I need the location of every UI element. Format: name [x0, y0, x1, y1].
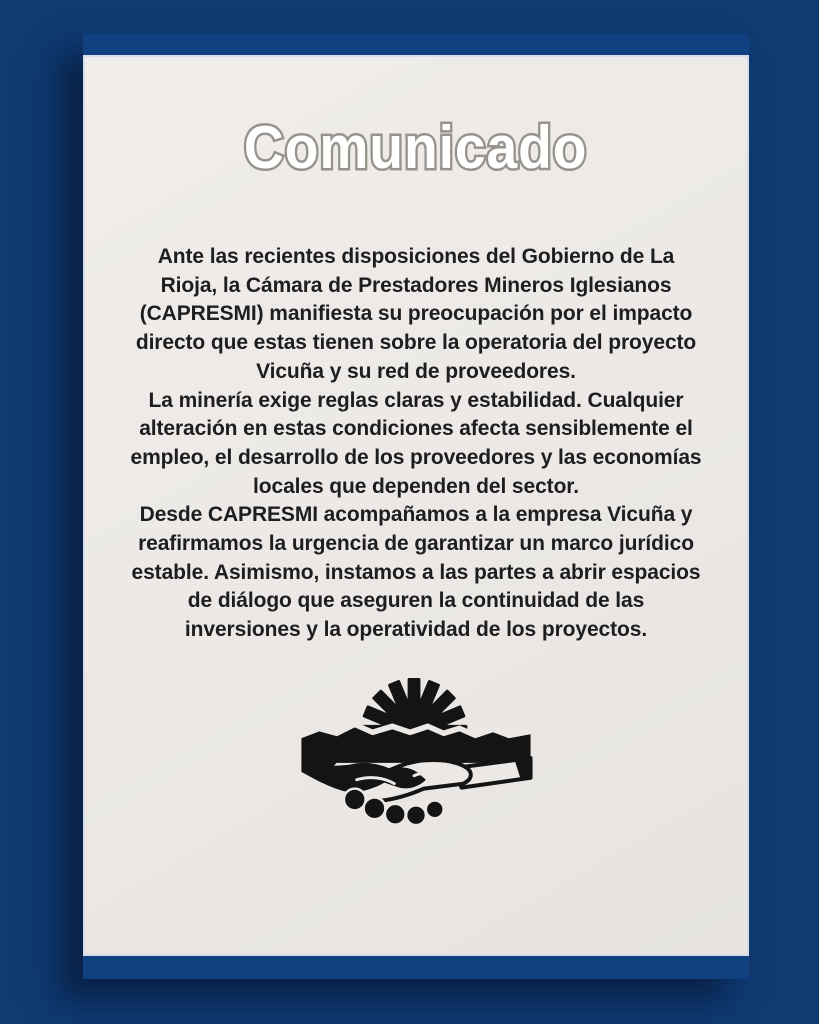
paragraph-2: La minería exige reglas claras y estabilidad. Cualquier alteración en estas condiciones afecta sensiblemente el empleo, el desarrollo de los proveedores y las economías locales que dependen del sector. [130, 388, 702, 498]
paragraph-1: Ante las recientes disposiciones del Gobierno de La Rioja, la Cámara de Prestadores Mineros Iglesianos (CAPRESMI) manifiesta su preocupación por el impacto directo que estas tienen sobre la operatoria del proyecto Vicuña y su red de proveedores. [135, 245, 697, 383]
announcement-body [130, 243, 702, 645]
announcement-card [83, 55, 749, 956]
paragraph-3: Desde CAPRESMI acompañamos a la empresa Vicuña y reafirmamos la urgencia de garantizar un marco jurídico estable. Asimismo, instamos a las partes a abrir espacios de diálogo que aseguren la continuidad de las inversiones y la operatividad de los proyectos. [131, 503, 701, 642]
organization-logo [85, 677, 747, 837]
title-row [85, 113, 747, 183]
card-backing-panel [83, 34, 749, 979]
page-title: Comunicado [244, 114, 588, 181]
gear-mountains-handshake-icon [297, 677, 535, 837]
handshake [301, 756, 530, 825]
